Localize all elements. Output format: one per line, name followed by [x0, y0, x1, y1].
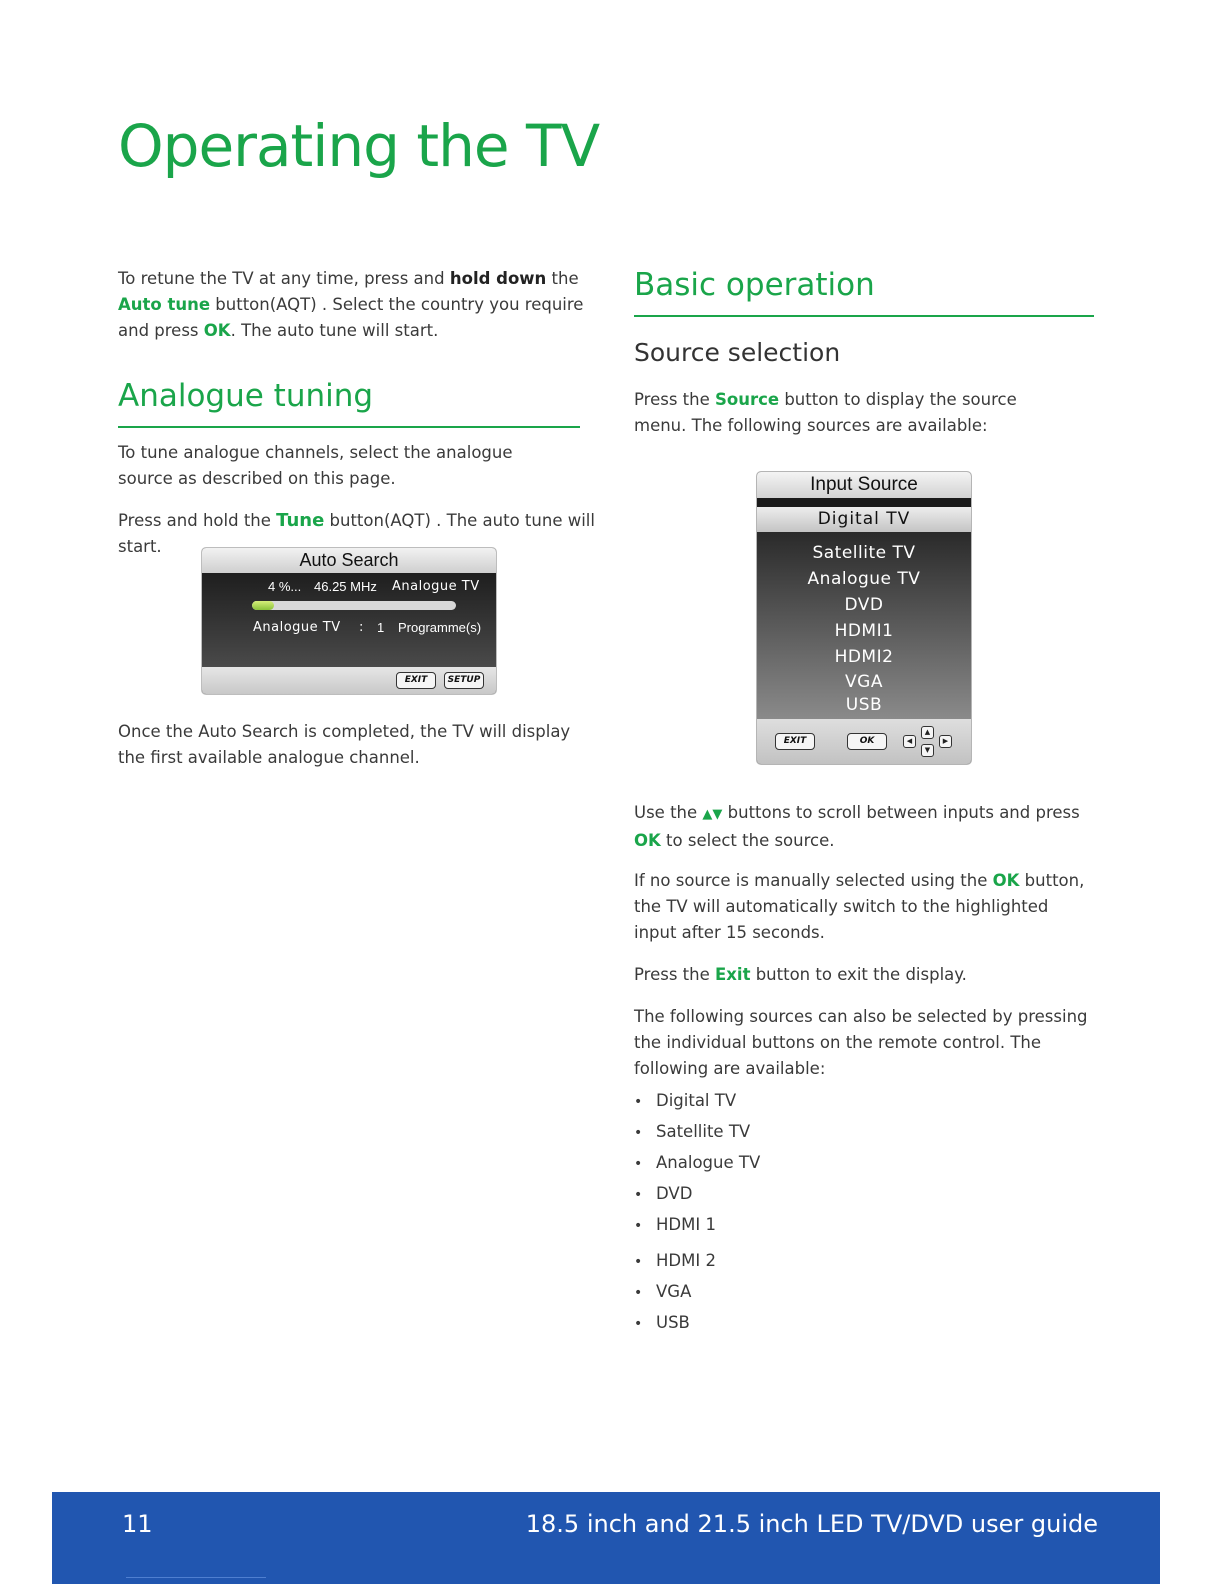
result-colon: : — [359, 620, 364, 635]
tune-text-1: Press and hold the — [118, 511, 277, 530]
source-bullet-list — [634, 1088, 760, 1341]
after-search-paragraph: Once the Auto Search is completed, the TV will display the first available analogue channel. — [118, 722, 571, 767]
analogue-paragraph-1: To tune analogue channels, select the analogue source as described on this page. — [118, 443, 513, 488]
input-source-item[interactable]: VGA — [845, 672, 883, 692]
retune-intro — [118, 266, 613, 344]
search-progress-fill — [252, 601, 274, 610]
source-selection-heading: Source selection — [634, 338, 841, 367]
input-source-item[interactable]: USB — [845, 695, 883, 715]
intro-text-4: . The auto tune will start. — [230, 321, 439, 340]
search-percent: 4 %... — [268, 579, 302, 594]
exit-text-2: button to exit the display. — [750, 965, 967, 984]
arrow-left-icon[interactable]: ◀ — [903, 735, 916, 748]
setup-button[interactable]: SETUP — [444, 672, 484, 689]
basic-operation-heading: Basic operation — [634, 265, 1094, 317]
source-text-2: button to display the source menu. The following sources are available: — [634, 390, 1017, 435]
intro-bold-hold-down: hold down — [449, 269, 547, 288]
exit-paragraph — [634, 962, 1094, 988]
tune-key: Tune — [276, 510, 325, 531]
source-key: Source — [715, 390, 780, 409]
list-item: • Analogue TV — [634, 1150, 760, 1181]
exit-button[interactable]: EXIT — [775, 733, 815, 750]
input-source-panel — [757, 472, 971, 764]
exit-text-1: Press the — [634, 965, 715, 984]
scroll-text-3: to select the source. — [660, 831, 835, 850]
scroll-ok-key: OK — [634, 831, 661, 850]
intro-auto-tune-key: Auto tune — [118, 295, 211, 314]
search-progress-bar — [252, 601, 456, 610]
auto-search-body — [202, 573, 496, 667]
arrow-up-icon[interactable]: ▲ — [921, 726, 934, 739]
scroll-text-1: Use the — [634, 803, 703, 822]
input-source-item[interactable]: Satellite TV — [812, 543, 916, 563]
ok-button[interactable]: OK — [847, 733, 887, 750]
exit-key: Exit — [715, 965, 751, 984]
exit-button[interactable]: EXIT — [396, 672, 436, 689]
intro-ok-key: OK — [203, 321, 231, 340]
list-item: • USB — [634, 1310, 760, 1341]
auto-switch-paragraph — [634, 868, 1094, 946]
input-source-item[interactable]: HDMI1 — [834, 621, 894, 641]
auto-search-title: Auto Search — [202, 548, 496, 573]
auto-search-panel — [202, 548, 496, 694]
list-item: • DVD — [634, 1181, 760, 1212]
source-text-1: Press the — [634, 390, 715, 409]
page-number: 11 — [122, 1510, 153, 1538]
input-source-list — [757, 532, 971, 719]
result-label: Analogue TV — [253, 620, 341, 635]
following-sources-paragraph: The following sources can also be selected by pressing the individual buttons on the remote control. The following are available: — [634, 1007, 1088, 1078]
scroll-paragraph — [634, 800, 1094, 854]
search-source: Analogue TV — [392, 579, 480, 594]
auto-text-1: If no source is manually selected using the — [634, 871, 993, 890]
list-item: • Digital TV — [634, 1088, 760, 1119]
scroll-text-2: buttons to scroll between inputs and press — [722, 803, 1080, 822]
list-item: • VGA — [634, 1279, 760, 1310]
input-source-footer — [757, 719, 971, 764]
input-source-item[interactable]: Analogue TV — [807, 569, 921, 589]
input-source-item[interactable]: DVD — [844, 595, 884, 615]
auto-search-footer — [202, 667, 496, 694]
list-item: • HDMI 2 — [634, 1243, 760, 1279]
input-source-item[interactable]: HDMI2 — [834, 647, 894, 667]
result-count: 1 — [377, 620, 385, 635]
arrow-down-icon[interactable]: ▼ — [921, 744, 934, 757]
source-paragraph — [634, 387, 1074, 439]
guide-title: 18.5 inch and 21.5 inch LED TV/DVD user guide — [525, 1510, 1098, 1538]
intro-text-3: button(AQT) . Select the country you require and press — [118, 295, 584, 340]
search-frequency: 46.25 MHz — [314, 579, 377, 594]
list-item: • HDMI 1 — [634, 1212, 760, 1243]
page-footer — [52, 1492, 1160, 1584]
intro-text-2: the — [546, 269, 579, 288]
auto-ok-key: OK — [992, 871, 1020, 890]
analogue-tuning-heading: Analogue tuning — [118, 376, 580, 428]
footer-link-underline — [126, 1577, 266, 1578]
result-programmes: Programme(s) — [398, 620, 482, 635]
arrow-right-icon[interactable]: ▶ — [939, 735, 952, 748]
input-source-selected[interactable]: Digital TV — [757, 507, 971, 532]
up-down-arrows-icon: ▲▼ — [702, 807, 723, 822]
auto-text-2: button, the TV will automatically switch to the highlighted input after 15 seconds. — [634, 871, 1085, 942]
input-source-title: Input Source — [757, 472, 971, 498]
tune-text-2: button(AQT) . The auto tune will start. — [118, 511, 595, 556]
intro-text-1: To retune the TV at any time, press and — [118, 269, 450, 288]
list-item: • Satellite TV — [634, 1119, 760, 1150]
input-source-separator — [757, 498, 971, 507]
page-title: Operating the TV — [118, 112, 600, 180]
